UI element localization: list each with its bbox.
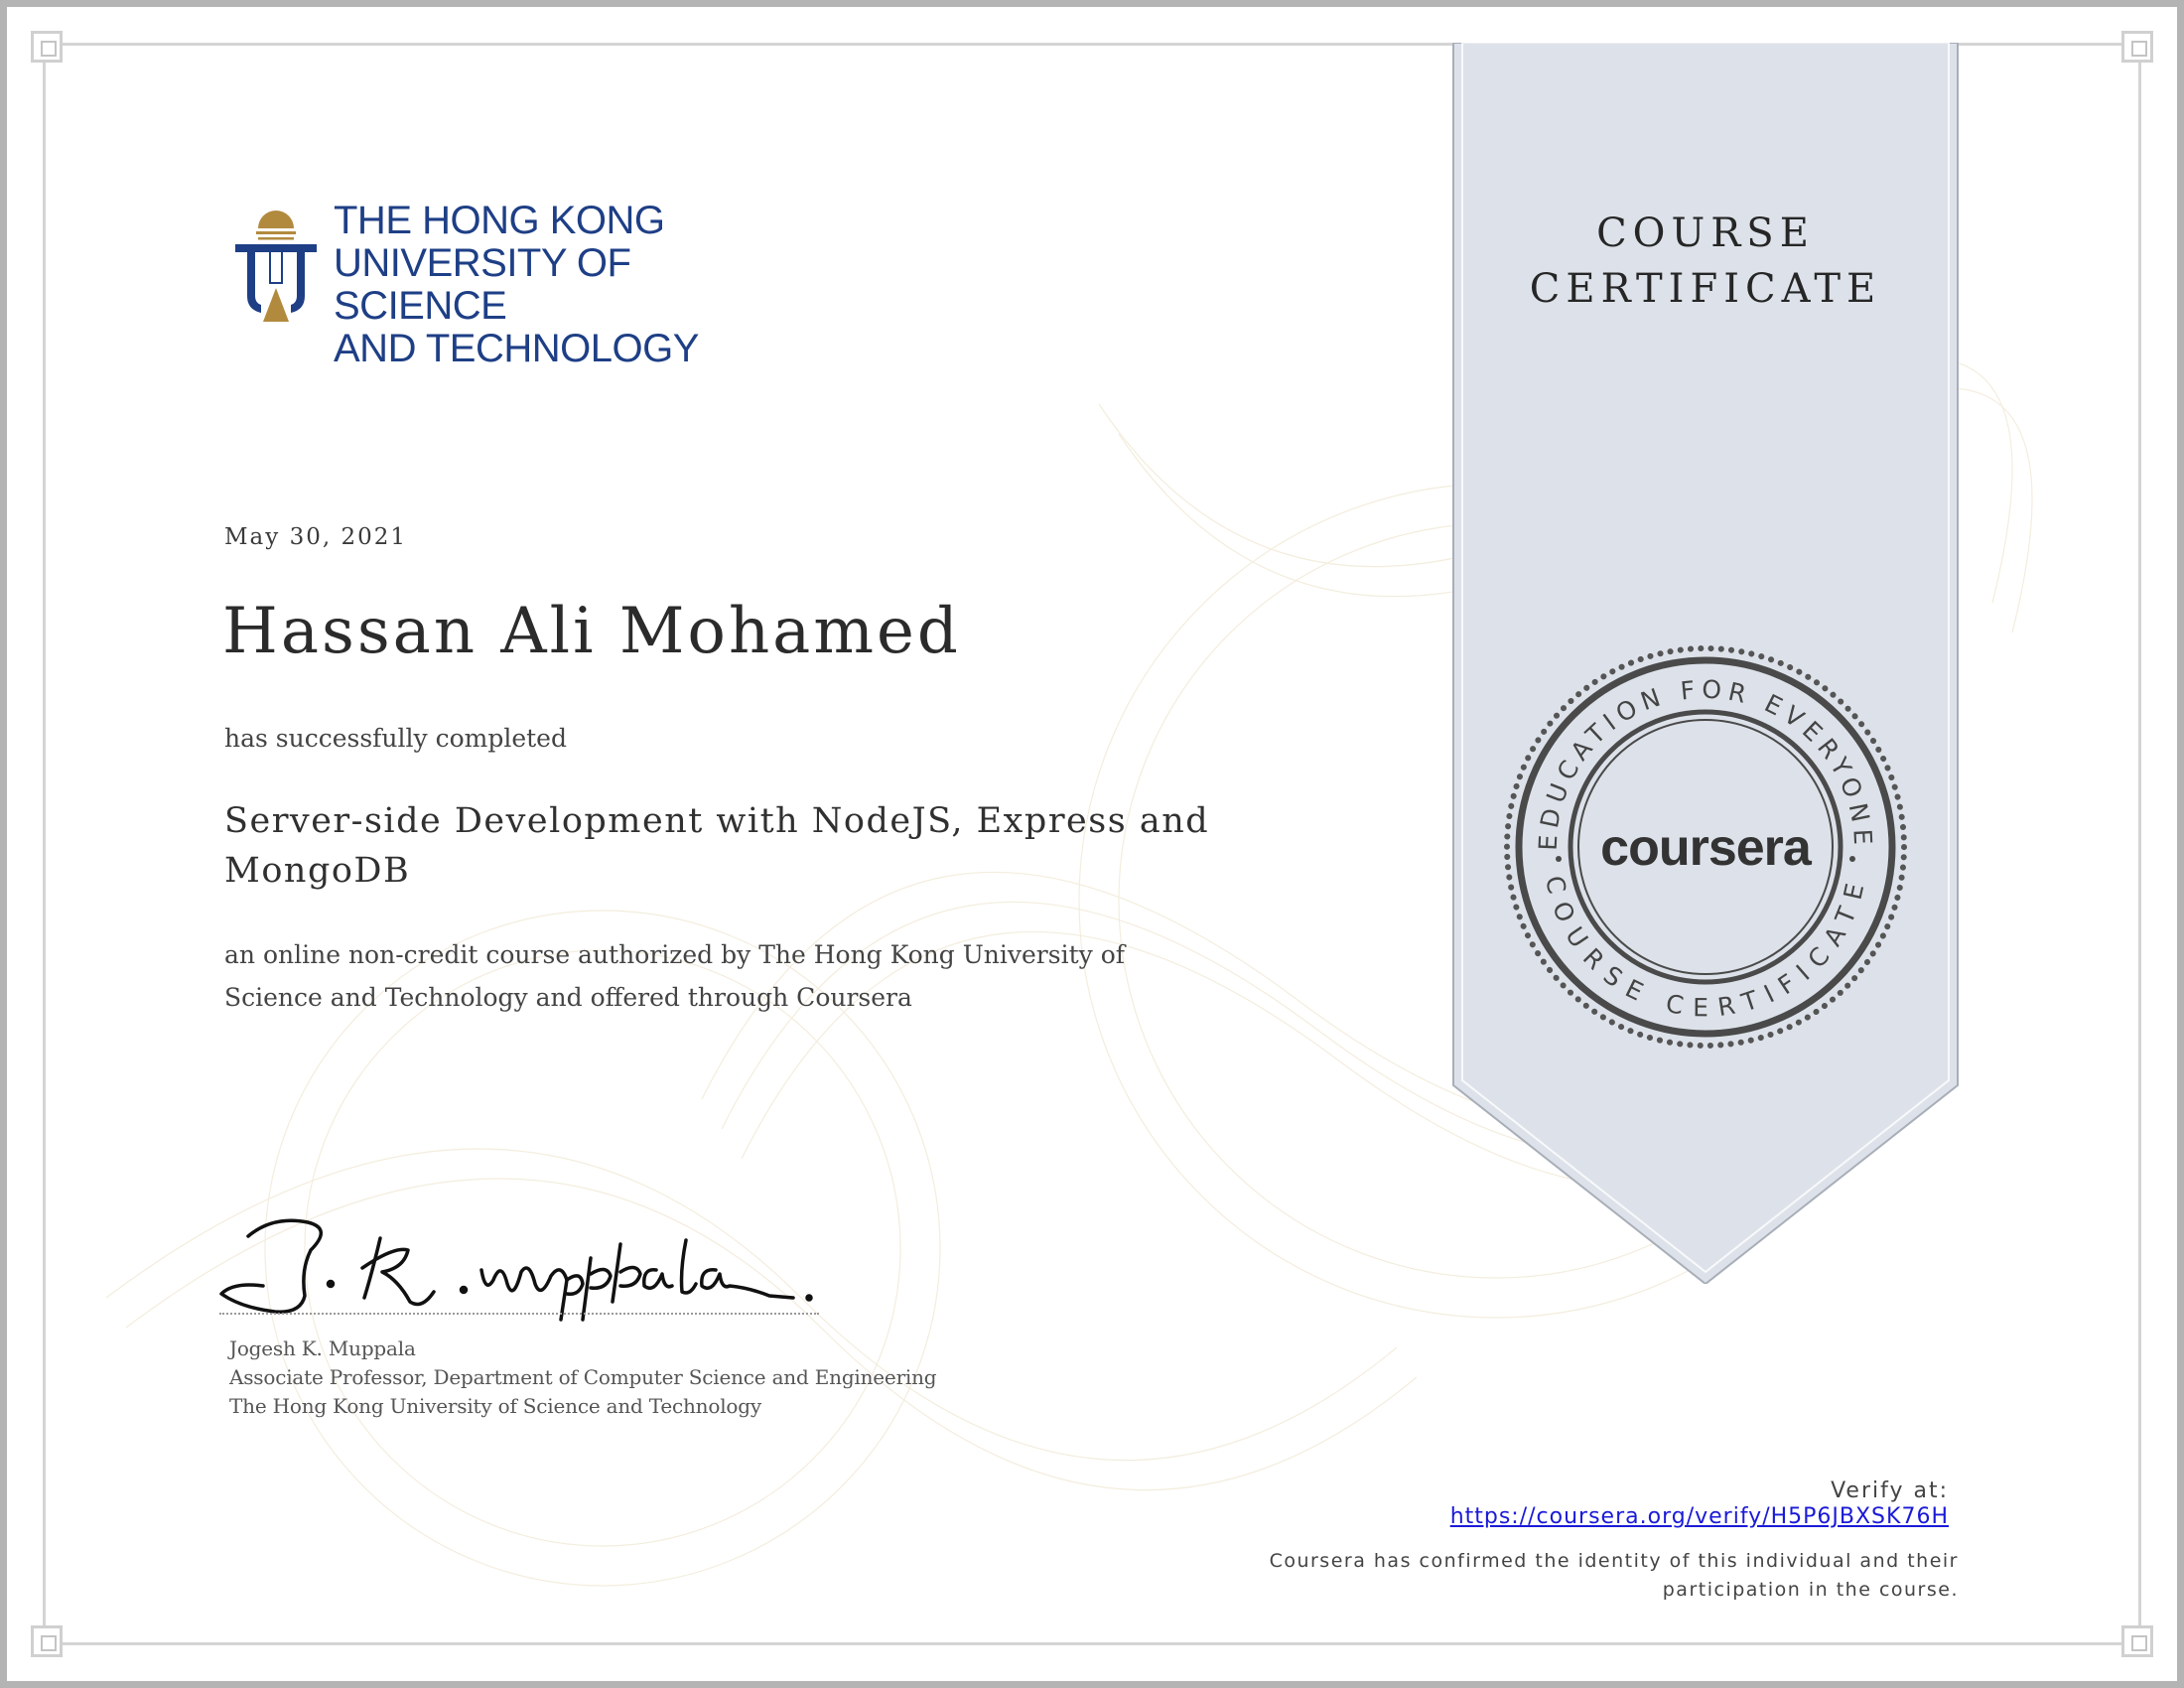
banner-title — [1452, 206, 1959, 317]
signer-title: Associate Professor, Department of Computer Science and Engineering — [229, 1365, 937, 1389]
institution-name — [334, 200, 769, 370]
course-description: an online non-credit course authorized by The Hong Kong University of Science and Technology and offered through Coursera — [224, 940, 1126, 1012]
institution-name-line: AND TECHNOLOGY — [334, 327, 699, 370]
identity-confirmation: Coursera has confirmed the identity of this individual and their participation in the course. — [1269, 1550, 1959, 1601]
institution-logo — [233, 194, 769, 370]
corner-ornament — [31, 1625, 63, 1657]
seal-top-text: EDUCATION FOR EVERYONE — [1533, 674, 1878, 852]
corner-ornament — [2121, 31, 2153, 63]
svg-text:COURSE CERTIFICATE — [1540, 873, 1871, 1022]
seal-bottom-text: COURSE CERTIFICATE — [1539, 873, 1872, 1023]
banner-title-line: CERTIFICATE — [1529, 266, 1882, 312]
corner-ornament — [2121, 1625, 2153, 1657]
verify-label: Verify at: — [1831, 1478, 1949, 1503]
signature-line — [219, 1313, 819, 1315]
certificate-sheet — [7, 7, 2177, 1681]
institution-name-line: UNIVERSITY OF SCIENCE — [334, 241, 631, 328]
corner-ornament — [31, 31, 63, 63]
handwritten-signature — [213, 1210, 829, 1322]
recipient-name: Hassan Ali Mohamed — [222, 595, 961, 668]
banner-title-line: COURSE — [1596, 211, 1815, 256]
verify-link[interactable]: https://coursera.org/verify/H5P6JBXSK76H — [1449, 1504, 1949, 1529]
course-title: Server-side Development with NodeJS, Express and MongoDB — [224, 801, 1210, 891]
completion-statement: has successfully completed — [224, 724, 567, 753]
coursera-seal — [1497, 638, 1914, 1055]
completion-date: May 30, 2021 — [224, 524, 407, 550]
coursera-wordmark: coursera — [1600, 819, 1811, 877]
signer-name: Jogesh K. Muppala — [229, 1336, 416, 1360]
hkust-logo-icon — [233, 201, 319, 324]
signer-block — [229, 1335, 936, 1421]
signer-organization: The Hong Kong University of Science and Technology — [229, 1394, 761, 1418]
institution-name-line: THE HONG KONG — [334, 199, 665, 242]
